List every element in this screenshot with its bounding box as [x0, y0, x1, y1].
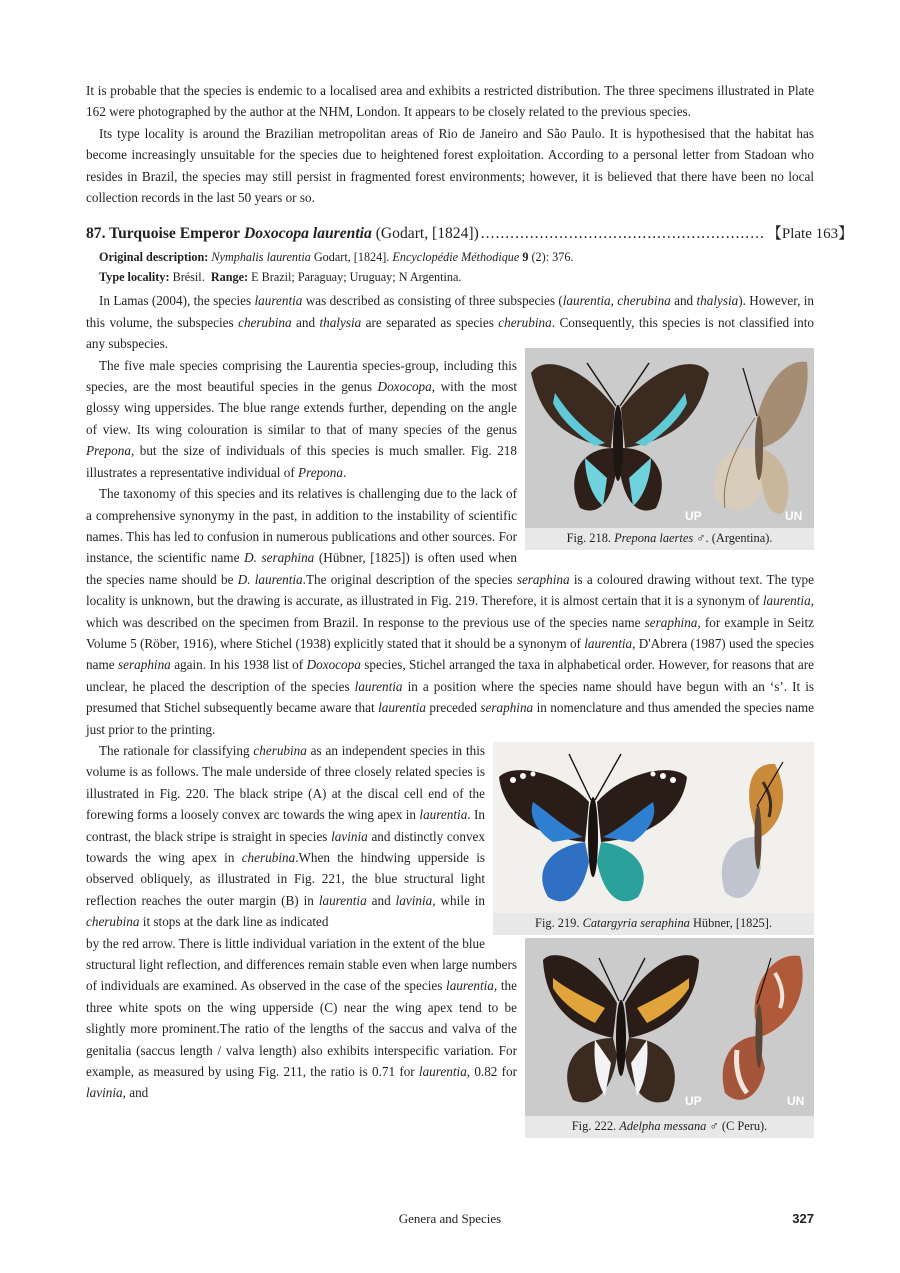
up-label: UP: [685, 508, 702, 523]
up-label: UP: [685, 1093, 702, 1108]
body-paragraph-1: In Lamas (2004), the species laurentia was described as consisting of three subspecies (laurentia, cherubina and thalysia). However, in this volume, the subspecies cherubina and thalysia are separated as species cherubina. Consequently, this species is not classified into any subspecies.: [86, 293, 814, 352]
original-description: Original description: Nymphalis laurentia Godart, [1824]. Encyclopédie Méthodique 9 (2): 376.: [99, 250, 574, 265]
page-number: 327: [792, 1211, 814, 1226]
intro-paragraph-2: Its type locality is around the Brazilian metropolitan areas of Rio de Janeiro and São Paulo. It is hypothesised that the habitat has become increasingly unsuitable for the species due to heightened forest exploitation. According to a personal letter from Stadoan who resides in Brazil, the species may still persist in fragmented forest environments; however, it is believed that there have been no local collection records in the last 50 years or so.: [86, 125, 814, 206]
figure-219-image: [493, 742, 814, 913]
figure-218: [525, 348, 814, 550]
figure-222-image: [525, 938, 814, 1116]
figure-219-caption: Fig. 219. Catargyria seraphina Hübner, [1825].: [493, 913, 814, 935]
figure-222-caption: Fig. 222. Adelpha messana ♂ (C Peru).: [525, 1116, 814, 1138]
prepona-laertes-illustration: [525, 348, 814, 528]
species-heading: 87. Turquoise Emperor Doxocopa laurentia (Godart, [1824]) .......................................................... 【Plate 163】: [86, 223, 814, 245]
footer-section-title: Genera and Species: [398, 1211, 502, 1226]
type-locality: Type locality: Brésil. Range: E Brazil; Paraguay; Uruguay; N Argentina.: [99, 270, 462, 285]
un-label: UN: [787, 1093, 805, 1108]
catargyria-seraphina-illustration: [493, 742, 814, 913]
intro-paragraph-1: It is probable that the species is endemic to a localised area and exhibits a restricted distribution. The three specimens illustrated in Plate 162 were photographed by the author at the NHM, London. It appears to be closely related to the previous species.: [86, 83, 814, 120]
leader-dots: ..........................................................: [480, 225, 765, 243]
body-paragraph-4: The rationale for classifying cherubina as an independent species in this volume is as follows. The male underside of three closely related species is illustrated in Fig. 220. The black stripe (A) at the discal cell end of the forewing forms a loosely convex arc towards the wing apex in laurentia. In contrast, the black stripe is straight in species lavinia and distinctly convex towards the wing apex in cherubina.When the hindwing upperside is observed obliquely, as illustrated in Fig. 221, the blue structural light reflection reaches the outer margin (B) in laurentia and lavinia, while in cherubina it stops at the dark line as indicated: [86, 742, 486, 930]
body-paragraph-5: by the red arrow. There is little individual variation in the extent of the blue structural light reflection, and differences remain stable even when large numbers of individuals are examined. As observed in the case of the species laurentia, the three white spots on the wing upperside (C) near the wing apex tend to be slightly more prominent.The ratio of the lengths of the saccus and valva of the genitalia (saccus length / valva length) also exhibits interspecific variation. For example, as measured by using Fig. 211, the ratio is 0.71 for laurentia, 0.82 for lavinia, and: [86, 935, 517, 1101]
page-body: [86, 80, 854, 1138]
figure-222: [525, 938, 814, 1138]
plate-reference: 【Plate 163】: [766, 226, 854, 243]
figure-219: [493, 742, 814, 935]
adelpha-messana-illustration: [525, 938, 814, 1116]
body-paragraph-3: The taxonomy of this species and its relatives is challenging due to the lack of a comprehensive synonymy in the past, in addition to the instability of scientific names. This has led to confusion in numerous publications and other sources. For instance, the scientific name D. seraphina (Hübner, [1825]) is often used when the species name should be D. laurentia.The original description of the species seraphina is a coloured drawing without text. The type locality is unknown, but the drawing is accurate, as illustrated in Fig. 219. Therefore, it is almost certain that it is a synonym of laurentia, which was described on the specimen from Brazil. In response to the previous use of the species name seraphina, for example in Seitz Volume 5 (Röber, 1916), where Stichel (1938) explicitly stated that it should be a synonym of laurentia, D'Abrera (1987) used the species name seraphina again. In his 1938 list of Doxocopa species, Stichel arranged the taxa in alphabetical order. However, for reasons that are unclear, he placed the description of the species laurentia in a position where the species name should have begun with an ‘s’. It is presumed that Stichel subsequently became aware that laurentia preceded seraphina in nomenclature and thus amended the species name just prior to the printing.: [86, 486, 815, 737]
un-label: UN: [785, 508, 803, 523]
figure-218-caption: Fig. 218. Prepona laertes ♂. (Argentina).: [525, 528, 814, 550]
body-paragraph-2: The five male species comprising the Laurentia species-group, including this species, are the most beautiful species in the genus Doxocopa, with the most glossy wing uppersides. The blue range extends further, depending on the angle of view. Its wing colouration is similar to that of many species of the genus Prepona, but the size of individuals of this species is much smaller. Fig. 218 illustrates a representative individual of Prepona.: [86, 357, 517, 480]
species-metadata: [99, 247, 814, 287]
figure-218-image: [525, 348, 814, 528]
